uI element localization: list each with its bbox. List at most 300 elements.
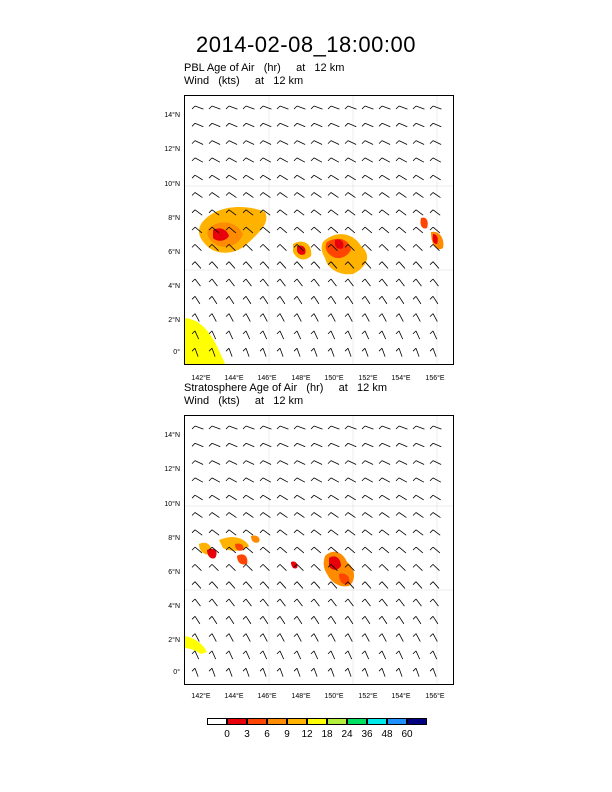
- wind-barb: [382, 296, 387, 304]
- wind-barb-flag: [226, 193, 229, 196]
- wind-barb: [229, 616, 234, 624]
- wind-barb: [246, 158, 254, 162]
- page-title: 2014-02-08_18:00:00: [196, 32, 416, 57]
- wind-barb: [280, 495, 288, 500]
- wind-barb-flag: [209, 616, 212, 619]
- wind-barb: [297, 331, 301, 339]
- wind-barb: [331, 279, 336, 286]
- wind-barb-flag: [311, 141, 314, 144]
- wind-barb-flag: [430, 314, 433, 317]
- wind-barb: [229, 443, 237, 446]
- wind-barb-flag: [413, 547, 416, 550]
- wind-barb-flag: [209, 634, 212, 637]
- colorbar-swatch: [387, 718, 407, 725]
- wind-barb: [229, 513, 236, 518]
- wind-barb-flag: [413, 158, 416, 161]
- wind-barb: [331, 348, 334, 356]
- wind-barb-flag: [260, 599, 263, 602]
- wind-barb: [314, 478, 322, 482]
- wind-barb-flag: [396, 262, 399, 265]
- wind-barb: [314, 175, 322, 180]
- wind-barb-flag: [294, 426, 297, 429]
- wind-barb: [297, 564, 303, 570]
- wind-barb-flag: [243, 158, 246, 161]
- wind-barb-flag: [243, 599, 246, 602]
- wind-barb-flag: [192, 106, 195, 109]
- colorbar-swatch: [227, 718, 247, 725]
- wind-barb: [365, 331, 369, 339]
- wind-barb-flag: [379, 582, 382, 585]
- wind-barb: [297, 175, 305, 180]
- wind-barb: [433, 634, 437, 642]
- wind-barb-flag: [345, 530, 348, 533]
- wind-barb: [331, 141, 339, 145]
- colorbar-tick-label: 60: [401, 729, 413, 740]
- wind-barb: [263, 616, 268, 624]
- wind-barb: [246, 582, 252, 589]
- wind-barb: [365, 495, 373, 500]
- wind-barb-flag: [311, 668, 314, 671]
- wind-barb: [195, 314, 199, 322]
- wind-barb-flag: [413, 651, 416, 654]
- map-grid: [185, 416, 453, 684]
- wind-barb: [348, 495, 356, 500]
- wind-barb-flag: [413, 296, 416, 299]
- wind-barb-flag: [345, 668, 348, 671]
- colorbar-swatch: [247, 718, 267, 725]
- wind-barb-flag: [413, 262, 416, 265]
- wind-barb-flag: [277, 279, 280, 282]
- wind-barb: [416, 530, 423, 535]
- wind-barb: [348, 175, 356, 180]
- wind-barb-flag: [362, 244, 365, 247]
- wind-barb: [348, 530, 355, 535]
- wind-barb-flag: [413, 530, 416, 533]
- wind-barb: [246, 478, 254, 482]
- wind-barb-flag: [243, 495, 246, 498]
- wind-barb-flag: [311, 123, 314, 126]
- wind-barb: [263, 244, 269, 250]
- wind-barb-flag: [430, 599, 433, 602]
- wind-barb: [263, 193, 270, 198]
- wind-barb: [314, 513, 321, 518]
- wind-barb-flag: [294, 296, 297, 299]
- colorbar-swatch: [307, 718, 327, 725]
- wind-barb: [314, 193, 321, 198]
- wind-barb-flag: [328, 461, 331, 464]
- wind-barb-flag: [362, 106, 365, 109]
- wind-barb-flag: [226, 530, 229, 533]
- wind-barb: [314, 141, 322, 145]
- wind-barb-flag: [260, 314, 263, 317]
- wind-barb: [416, 461, 424, 465]
- wind-barb: [331, 175, 339, 180]
- wind-barb: [263, 314, 267, 322]
- wind-barb-flag: [379, 244, 382, 247]
- wind-barb-flag: [362, 564, 365, 567]
- wind-barb-flag: [328, 651, 331, 654]
- wind-barb-flag: [260, 158, 263, 161]
- wind-barb-flag: [294, 582, 297, 585]
- lon-label: 144°E: [224, 693, 244, 700]
- wind-barb: [280, 426, 288, 429]
- wind-barb-flag: [311, 210, 314, 213]
- wind-barb: [348, 314, 352, 322]
- wind-barb: [365, 175, 373, 180]
- lat-label: 6°N: [168, 249, 180, 256]
- wind-barb-flag: [362, 582, 365, 585]
- wind-barb-flag: [277, 314, 280, 317]
- wind-barb-flag: [226, 668, 229, 671]
- wind-barb-flag: [379, 279, 382, 282]
- wind-barb-flag: [209, 279, 212, 282]
- wind-barb: [433, 582, 439, 589]
- wind-barb-flag: [379, 599, 382, 602]
- wind-barb: [246, 262, 252, 269]
- wind-barb: [297, 599, 302, 606]
- wind-barb: [229, 193, 236, 198]
- lon-label: 152°E: [358, 375, 378, 382]
- wind-barb: [382, 227, 389, 233]
- wind-barb-flag: [243, 478, 246, 481]
- wind-barb: [365, 443, 373, 446]
- wind-barb: [416, 227, 423, 233]
- wind-barb: [263, 331, 267, 339]
- wind-barb-flag: [430, 495, 433, 498]
- wind-barb-flag: [311, 582, 314, 585]
- wind-barb: [229, 348, 232, 356]
- wind-barb: [263, 478, 271, 482]
- wind-barb: [382, 426, 390, 429]
- wind-barb: [365, 426, 373, 429]
- wind-barb: [280, 244, 286, 250]
- lon-label: 150°E: [324, 693, 344, 700]
- wind-barb-flag: [226, 443, 229, 446]
- wind-arrows: [192, 426, 441, 677]
- wind-barb: [246, 141, 254, 145]
- wind-barb-flag: [430, 426, 433, 429]
- wind-barb-flag: [413, 599, 416, 602]
- wind-barb-flag: [362, 227, 365, 230]
- wind-barb-flag: [345, 634, 348, 637]
- wind-barb-flag: [192, 443, 195, 446]
- wind-barb: [297, 296, 302, 304]
- wind-barb: [212, 599, 217, 606]
- wind-barb-flag: [192, 193, 195, 196]
- wind-barb-flag: [311, 175, 314, 178]
- wind-barb: [212, 443, 220, 446]
- wind-barb: [416, 634, 420, 642]
- wind-barb-flag: [362, 193, 365, 196]
- wind-barb-flag: [294, 348, 297, 351]
- wind-barb: [382, 331, 386, 339]
- wind-barb: [297, 158, 305, 162]
- wind-barb: [195, 193, 202, 198]
- wind-barb: [365, 296, 370, 304]
- wind-barb-flag: [328, 348, 331, 351]
- wind-barb-flag: [413, 495, 416, 498]
- wind-barb: [433, 193, 440, 198]
- wind-barb-flag: [362, 513, 365, 516]
- wind-barb: [365, 279, 370, 286]
- wind-barb: [297, 668, 300, 676]
- wind-barb: [212, 461, 220, 465]
- wind-barb: [314, 106, 322, 109]
- wind-barb: [229, 314, 233, 322]
- wind-barb: [229, 582, 235, 589]
- wind-barb: [297, 314, 301, 322]
- wind-barb-flag: [226, 426, 229, 429]
- wind-barb-flag: [192, 530, 195, 533]
- wind-barb-flag: [277, 210, 280, 213]
- wind-barb: [280, 262, 286, 269]
- wind-barb: [382, 193, 389, 198]
- wind-barb: [416, 279, 421, 286]
- wind-barb-flag: [277, 461, 280, 464]
- wind-barb-flag: [430, 141, 433, 144]
- wind-barb: [212, 582, 218, 589]
- wind-barb: [297, 210, 304, 215]
- wind-barb: [399, 227, 406, 233]
- wind-barb: [348, 331, 352, 339]
- wind-barb-flag: [379, 495, 382, 498]
- wind-barb-flag: [277, 634, 280, 637]
- colorbar-swatch: [267, 718, 287, 725]
- wind-barb-flag: [345, 348, 348, 351]
- wind-barb: [382, 634, 386, 642]
- wind-barb: [416, 478, 424, 482]
- wind-barb-flag: [328, 443, 331, 446]
- wind-barb-flag: [192, 175, 195, 178]
- wind-barb: [314, 158, 322, 162]
- wind-barb-flag: [379, 262, 382, 265]
- wind-barb: [365, 564, 371, 570]
- wind-barb: [246, 564, 252, 570]
- wind-barb: [331, 426, 339, 429]
- wind-barb: [212, 513, 219, 518]
- wind-barb-flag: [294, 262, 297, 265]
- wind-barb: [382, 123, 390, 126]
- panel1-wind-label: Wind (kts) at 12 km: [184, 75, 304, 87]
- lon-label: 152°E: [358, 693, 378, 700]
- wind-barb-flag: [413, 668, 416, 671]
- lon-label: 148°E: [291, 693, 311, 700]
- panel1-variable-label: PBL Age of Air (hr) at 12 km: [184, 62, 345, 74]
- wind-barb: [229, 478, 237, 482]
- wind-barb-flag: [260, 106, 263, 109]
- wind-barb: [382, 495, 390, 500]
- wind-barb-flag: [226, 513, 229, 516]
- wind-barb-flag: [379, 564, 382, 567]
- wind-barb: [365, 348, 368, 356]
- wind-barb: [263, 443, 271, 446]
- colorbar-tick-label: 18: [321, 729, 333, 740]
- wind-barb-flag: [260, 582, 263, 585]
- wind-barb: [280, 296, 285, 304]
- wind-barb: [382, 547, 389, 553]
- wind-barb-flag: [413, 314, 416, 317]
- wind-barb-flag: [311, 262, 314, 265]
- wind-barb-flag: [328, 227, 331, 230]
- wind-barb-flag: [209, 668, 212, 671]
- wind-barb: [416, 547, 423, 553]
- wind-barb-flag: [226, 651, 229, 654]
- wind-barb: [263, 513, 270, 518]
- wind-barb: [399, 314, 403, 322]
- wind-barb-flag: [362, 668, 365, 671]
- wind-barb-flag: [277, 513, 280, 516]
- wind-barb: [195, 175, 203, 180]
- wind-barb-flag: [396, 296, 399, 299]
- wind-barb-flag: [243, 426, 246, 429]
- wind-barb: [246, 530, 253, 535]
- wind-barb: [416, 262, 422, 269]
- wind-barb-flag: [362, 478, 365, 481]
- wind-barb-flag: [294, 443, 297, 446]
- wind-barb: [280, 158, 288, 162]
- wind-barb-flag: [260, 530, 263, 533]
- lat-label: 4°N: [168, 603, 180, 610]
- wind-barb-flag: [396, 513, 399, 516]
- colorbar-tick-label: 9: [284, 729, 290, 740]
- wind-barb: [263, 106, 271, 109]
- wind-barb-flag: [345, 227, 348, 230]
- wind-barb: [314, 331, 318, 339]
- wind-barb-flag: [413, 244, 416, 247]
- wind-barb-flag: [294, 478, 297, 481]
- wind-barb-flag: [345, 443, 348, 446]
- wind-barb-flag: [362, 443, 365, 446]
- wind-barb-flag: [311, 244, 314, 247]
- wind-barb: [280, 564, 286, 570]
- wind-barb: [348, 599, 353, 606]
- wind-barb-flag: [379, 175, 382, 178]
- wind-barb: [331, 461, 339, 465]
- wind-barb: [399, 651, 403, 659]
- wind-barb: [365, 582, 371, 589]
- wind-barb: [297, 193, 304, 198]
- wind-barb-flag: [192, 616, 195, 619]
- wind-barb-flag: [294, 175, 297, 178]
- wind-barb-flag: [396, 244, 399, 247]
- wind-barb: [212, 262, 218, 269]
- pbl-age-shading: [185, 207, 443, 364]
- colorbar-tick-label: 6: [264, 729, 270, 740]
- wind-barb: [314, 530, 321, 535]
- wind-barb: [263, 461, 271, 465]
- wind-barb-flag: [379, 106, 382, 109]
- colorbar-tick-label: 36: [361, 729, 373, 740]
- wind-barb: [348, 193, 355, 198]
- wind-barb-flag: [294, 141, 297, 144]
- wind-barb-flag: [396, 348, 399, 351]
- wind-barb: [280, 668, 283, 676]
- wind-barb-flag: [192, 279, 195, 282]
- wind-barb-flag: [430, 227, 433, 230]
- wind-barb-flag: [345, 123, 348, 126]
- wind-barb: [297, 279, 302, 286]
- wind-barb: [229, 158, 237, 162]
- wind-barb-flag: [243, 279, 246, 282]
- wind-barb-flag: [430, 348, 433, 351]
- wind-barb: [365, 262, 371, 269]
- wind-barb-flag: [413, 123, 416, 126]
- wind-barb: [195, 443, 203, 446]
- wind-barb-flag: [260, 651, 263, 654]
- wind-barb: [195, 582, 201, 589]
- wind-barb: [433, 331, 437, 339]
- wind-barb-flag: [328, 495, 331, 498]
- wind-barb: [229, 426, 237, 429]
- wind-barb-flag: [243, 348, 246, 351]
- lat-label: 8°N: [168, 535, 180, 542]
- wind-barb: [229, 262, 235, 269]
- wind-barb-flag: [311, 279, 314, 282]
- wind-barb: [399, 582, 405, 589]
- wind-barb: [331, 443, 339, 446]
- lat-label: 12°N: [164, 146, 180, 153]
- wind-barb-flag: [209, 123, 212, 126]
- wind-barb-flag: [243, 123, 246, 126]
- wind-barb-flag: [362, 210, 365, 213]
- wind-barb-flag: [243, 296, 246, 299]
- wind-barb: [263, 175, 271, 180]
- wind-barb-flag: [362, 123, 365, 126]
- wind-barb-flag: [243, 331, 246, 334]
- wind-barb: [212, 158, 220, 162]
- wind-barb: [246, 668, 249, 676]
- wind-barb-flag: [192, 564, 195, 567]
- wind-barb-flag: [277, 244, 280, 247]
- wind-barb: [365, 547, 372, 553]
- wind-barb-flag: [430, 279, 433, 282]
- wind-barb-flag: [379, 478, 382, 481]
- wind-barb-flag: [413, 634, 416, 637]
- wind-barb: [195, 158, 203, 162]
- wind-barb: [399, 513, 406, 518]
- wind-barb-flag: [413, 582, 416, 585]
- wind-barb: [416, 141, 424, 145]
- wind-barb-flag: [277, 582, 280, 585]
- wind-barb: [212, 426, 220, 429]
- wind-barb-flag: [260, 175, 263, 178]
- wind-barb: [314, 210, 321, 215]
- lon-label: 146°E: [257, 693, 277, 700]
- wind-barb-flag: [362, 314, 365, 317]
- wind-barb-flag: [345, 106, 348, 109]
- wind-barb-flag: [260, 296, 263, 299]
- wind-barb: [212, 331, 216, 339]
- wind-barb-flag: [345, 158, 348, 161]
- lat-label: 0°: [173, 349, 180, 356]
- wind-barb-flag: [226, 106, 229, 109]
- lat-label: 2°N: [168, 317, 180, 324]
- wind-barb: [399, 141, 407, 145]
- wind-barb: [416, 106, 424, 109]
- wind-barb: [416, 564, 422, 570]
- wind-barb-flag: [209, 210, 212, 213]
- wind-barb-flag: [413, 443, 416, 446]
- wind-barb: [348, 296, 353, 304]
- wind-barb-flag: [277, 227, 280, 230]
- wind-barb-flag: [260, 426, 263, 429]
- wind-barb: [331, 227, 338, 233]
- wind-barb-flag: [192, 651, 195, 654]
- wind-barb: [280, 547, 287, 553]
- wind-barb: [263, 564, 269, 570]
- wind-barb: [212, 193, 219, 198]
- wind-barb-flag: [430, 582, 433, 585]
